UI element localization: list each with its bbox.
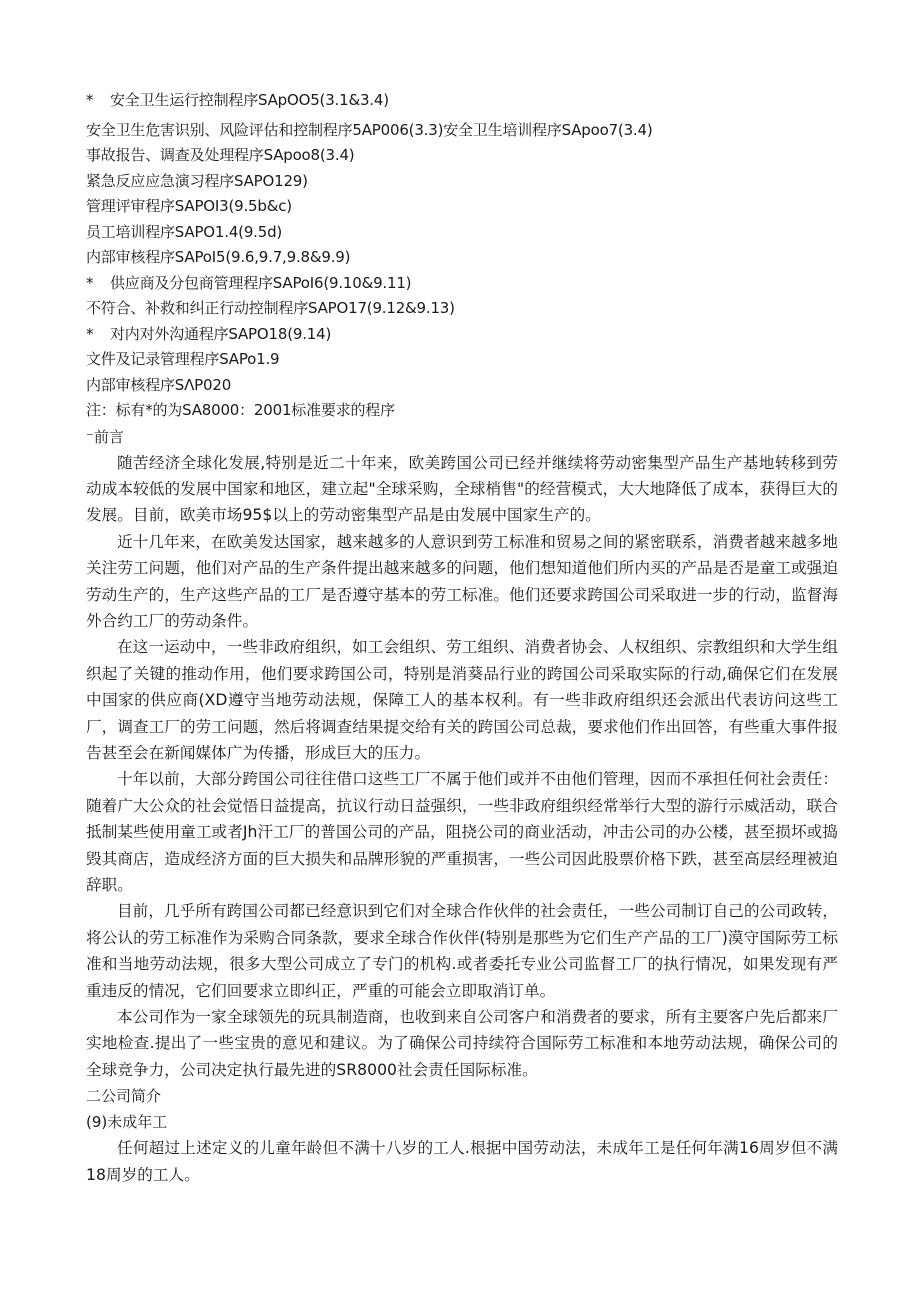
section-heading-minor-workers: (9)未成年工 (86, 1113, 168, 1132)
section-heading-company-intro: 二公司简介 (86, 1087, 162, 1106)
procedure-text: 事故报告、调查及处理程序SApoo8(3.4) (86, 146, 355, 164)
procedure-text: 内部审核程序SAPoI5(9.6,9.7,9.8&9.9) (86, 248, 351, 266)
procedure-text: 对内对外沟通程序SAPO18(9.14) (110, 324, 332, 343)
procedure-text: 员工培训程序SAPO1.4(9.5d) (86, 222, 283, 241)
procedure-item (86, 271, 838, 297)
paragraph: 任何超过上述定义的儿童年龄但不满十八岁的工人.根据中国劳动法，未成年工是任何年满16周岁但不满18周岁的工人。 (86, 1139, 838, 1184)
procedure-item (86, 143, 838, 169)
procedure-text: 供应商及分包商管理程序SAPoI6(9.10&9.11) (110, 273, 412, 292)
procedure-item (86, 88, 838, 114)
procedure-item (86, 220, 838, 246)
procedure-item (86, 194, 838, 220)
required-star: * (86, 91, 94, 109)
note: 注：标有*的为SA8000：2001标准要求的程序 (86, 401, 395, 419)
paragraph: 目前，几乎所有跨国公司都已经意识到它们对全球合作伙伴的社会责任，一些公司制订自己的公司政转，将公认的劳工标准作为采购合同条款，要求全球合作伙伴(特别是那些为它们生产产品的工厂)漠守国际劳工标准和当地劳动法规，很多大型公司成立了专门的机构.或者委托专业公司监督工厂的执行情况，如果发现有严重违反的情况，它们回要求立即纠正，严重的可能会立即取消订单。 (86, 902, 838, 1000)
required-star: * (86, 324, 94, 343)
procedure-item (86, 169, 838, 195)
procedure-text: 管理评审程序SAPOI3(9.5b&c) (86, 197, 292, 215)
procedure-text: 紧急反应应急演习程序SAPO129) (86, 171, 308, 190)
required-star: * (86, 273, 94, 292)
procedure-item (86, 296, 838, 322)
paragraph: 十年以前，大部分跨国公司往往借口这些工厂不属于他们或并不由他们管理，因而不承担任何社会责任：随着广大公众的社会觉悟日益提高，抗议行动日益强织，一些非政府组织经常举行大型的游行示威活动，联合抵制某些使用童工或者Jh汗工厂的普国公司的产品，阻挠公司的商业活动，冲击公司的办公楼，甚至损坏或捣毁其商店，造成经济方面的巨大损失和品牌形貌的严重损害，一些公司因此股票价格下跌，甚至高层经理被迫辞职。 (86, 770, 838, 894)
procedure-item (86, 245, 838, 271)
procedure-text: 文件及记录管理程序SAPo1.9 (86, 350, 280, 368)
document-page (86, 88, 838, 1188)
procedure-text: 不符合、补救和纠正行动控制程序SAPO17(9.12&9.13) (86, 299, 455, 317)
paragraph: 近十几年来，在欧美发达国家，越来越多的人意识到劳工标准和贸易之间的紧密联系，消费者越来越多地关注劳工问题，他们对产品的生产条件提出越来越多的问题，他们想知道他们所内买的产品是否是童工或强迫劳动生产的，生产这些产品的工厂是否遵守基本的劳工标准。他们还要求跨国公司采取进一步的行动，监督海外合约工厂的劳动条件。 (86, 532, 838, 630)
procedure-item (86, 118, 838, 144)
procedure-item (86, 347, 838, 373)
procedure-item (86, 373, 838, 399)
procedure-text: 安全卫生危害识别、风险评估和控制程序5AP006(3.3)安全卫生培训程序SApoo7(3.4) (86, 120, 653, 139)
paragraph: 在这一运动中，一些非政府组织，如工会组织、劳工组织、消费者协会、人权组织、宗教组织和大学生组织起了关键的推动作用，他们要求跨国公司，特别是消葵品行业的跨国公司采取实际的行动,确保它们在发展中国家的供应商(XD遵守当地劳动法规，保障工人的基本权利。有一些非政府组织还会派出代表访问这些工厂，调查工厂的劳工问题，然后将调查结果提交给有关的跨国公司总裁，要求他们作出回答，有些重大事件报告甚至会在新闻媒体广为传播，形成巨大的压力。 (86, 638, 838, 762)
section-heading-preface: ⁻前言 (86, 427, 124, 446)
procedure-text: 内部审核程序SΛP020 (86, 375, 232, 394)
procedure-text: 安全卫生运行控制程序SApOO5(3.1&3.4) (110, 91, 389, 109)
procedure-item (86, 322, 838, 348)
paragraph: 本公司作为一家全球领先的玩具制造商，也收到来自公司客户和消费者的要求，所有主要客户先后都来厂实地检查.提出了一些宝贵的意见和建议。为了确保公司持续符合国际劳工标准和本地劳动法规，确保公司的全球竞争力，公司决定执行最先进的SR8000社会责任国际标准。 (86, 1008, 838, 1079)
paragraph: 随苦经济全球化发展,特别是近二十年来，欧美跨国公司已经并继续将劳动密集型产品生产基地转移到劳动成本较低的发展中国家和地区，建立起"全球采购，全球梢售"的经营模式，大大地降低了成本，获得巨大的发展。目前，欧美市场95$以上的劳动密集型产品是由发展中国家生产的。 (86, 453, 838, 525)
